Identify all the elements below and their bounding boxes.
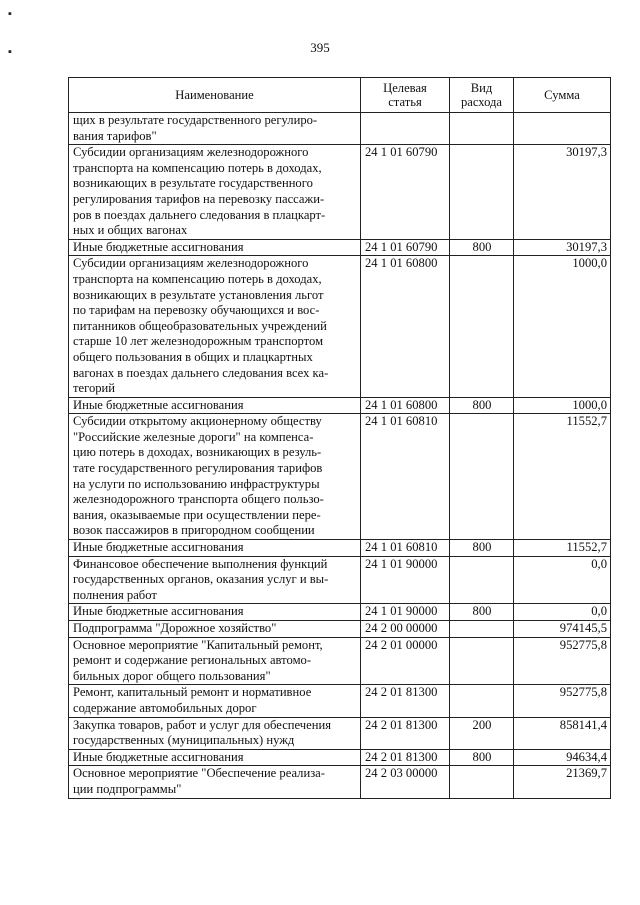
budget-table	[68, 77, 611, 799]
cell-code	[361, 113, 450, 145]
cell-name: Подпрограмма "Дорожное хозяйство"	[69, 621, 361, 638]
cell-sum: 21369,7	[514, 766, 611, 798]
header-kind	[450, 78, 514, 113]
cell-kind	[450, 556, 514, 604]
cell-kind	[450, 621, 514, 638]
cell-kind	[450, 414, 514, 540]
cell-name: Иные бюджетные ассигнования	[69, 749, 361, 766]
cell-kind	[450, 145, 514, 240]
cell-code: 24 1 01 90000	[361, 604, 450, 621]
cell-code: 24 1 01 60810	[361, 414, 450, 540]
cell-name: Иные бюджетные ассигнования	[69, 239, 361, 256]
cell-kind: 800	[450, 239, 514, 256]
table-row	[69, 239, 611, 256]
table-row	[69, 113, 611, 145]
cell-name: Основное мероприятие "Обеспечение реализа- ции подпрограммы"	[69, 766, 361, 798]
cell-code: 24 2 01 00000	[361, 637, 450, 685]
table-row	[69, 256, 611, 397]
cell-kind	[450, 113, 514, 145]
table-row	[69, 717, 611, 749]
cell-sum: 30197,3	[514, 145, 611, 240]
table-row	[69, 556, 611, 604]
table-row	[69, 145, 611, 240]
cell-sum: 1000,0	[514, 256, 611, 397]
scan-mark: ▪	[8, 46, 12, 58]
cell-kind: 800	[450, 397, 514, 414]
table-row	[69, 637, 611, 685]
cell-kind: 800	[450, 540, 514, 557]
cell-name: Закупка товаров, работ и услуг для обеспечения государственных (муниципальных) нужд	[69, 717, 361, 749]
cell-kind	[450, 766, 514, 798]
cell-name: Финансовое обеспечение выполнения функций государственных органов, оказания услуг и вы- полнения работ	[69, 556, 361, 604]
table-row	[69, 685, 611, 717]
cell-name: Иные бюджетные ассигнования	[69, 397, 361, 414]
cell-kind: 800	[450, 604, 514, 621]
cell-sum: 0,0	[514, 604, 611, 621]
cell-code: 24 2 00 00000	[361, 621, 450, 638]
cell-kind	[450, 685, 514, 717]
table-row	[69, 604, 611, 621]
cell-sum: 11552,7	[514, 540, 611, 557]
header-sum: Сумма	[514, 78, 611, 113]
cell-code: 24 1 01 60790	[361, 239, 450, 256]
cell-code: 24 1 01 60800	[361, 256, 450, 397]
cell-code: 24 1 01 90000	[361, 556, 450, 604]
table-row	[69, 540, 611, 557]
cell-name: Субсидии организациям железнодорожного транспорта на компенсацию потерь в доходах, возникающих в результате государственного регулирования тарифов на перевозку пассажи- ров в поездах дальнего следования в плацкарт- ных и общих вагонах	[69, 145, 361, 240]
table-row	[69, 749, 611, 766]
cell-name: Субсидии открытому акционерному обществу "Российские железные дороги" на компенса- цию потерь в доходах, возникающих в резуль- тате государственного регулирования тарифов на услуги по использованию инфраструктуры железнодорожного транспорта общего пользо- вания, оказываемые при осуществлении пере- возок пассажиров в пригородном сообщении	[69, 414, 361, 540]
cell-sum: 11552,7	[514, 414, 611, 540]
page-number: 395	[310, 40, 330, 55]
cell-name: Основное мероприятие "Капитальный ремонт, ремонт и содержание региональных автомо- бильных дорог общего пользования"	[69, 637, 361, 685]
cell-sum: 1000,0	[514, 397, 611, 414]
cell-kind: 800	[450, 749, 514, 766]
header-target-text: Целевая статья	[383, 81, 427, 109]
cell-name: Иные бюджетные ассигнования	[69, 604, 361, 621]
cell-kind: 200	[450, 717, 514, 749]
table-row	[69, 397, 611, 414]
header-target	[361, 78, 450, 113]
cell-sum: 30197,3	[514, 239, 611, 256]
cell-code: 24 2 03 00000	[361, 766, 450, 798]
cell-sum: 952775,8	[514, 685, 611, 717]
cell-name: Иные бюджетные ассигнования	[69, 540, 361, 557]
scan-mark: ▪	[8, 8, 12, 20]
cell-name: Ремонт, капитальный ремонт и нормативное содержание автомобильных дорог	[69, 685, 361, 717]
cell-code: 24 2 01 81300	[361, 717, 450, 749]
cell-sum: 974145,5	[514, 621, 611, 638]
cell-sum: 952775,8	[514, 637, 611, 685]
cell-sum: 858141,4	[514, 717, 611, 749]
cell-name: щих в результате государственного регулиро- вания тарифов"	[69, 113, 361, 145]
cell-sum	[514, 113, 611, 145]
table-row	[69, 621, 611, 638]
cell-code: 24 2 01 81300	[361, 685, 450, 717]
cell-name: Субсидии организациям железнодорожного транспорта на компенсацию потерь в доходах, возникающих в результате установления льгот по тарифам на перевозку обучающихся и вос- питанников общеобразовательных учреждений старше 10 лет железнодорожным транспортом общего пользования в общих и плацкартных вагонах в поездах дальнего следования всех ка- тегорий	[69, 256, 361, 397]
table-header-row	[69, 78, 611, 113]
table-row	[69, 766, 611, 798]
cell-code: 24 2 01 81300	[361, 749, 450, 766]
cell-kind	[450, 637, 514, 685]
table-row	[69, 414, 611, 540]
cell-sum: 0,0	[514, 556, 611, 604]
cell-sum: 94634,4	[514, 749, 611, 766]
cell-code: 24 1 01 60810	[361, 540, 450, 557]
cell-code: 24 1 01 60800	[361, 397, 450, 414]
cell-kind	[450, 256, 514, 397]
header-name: Наименование	[69, 78, 361, 113]
cell-code: 24 1 01 60790	[361, 145, 450, 240]
header-kind-text: Вид расхода	[460, 81, 503, 109]
